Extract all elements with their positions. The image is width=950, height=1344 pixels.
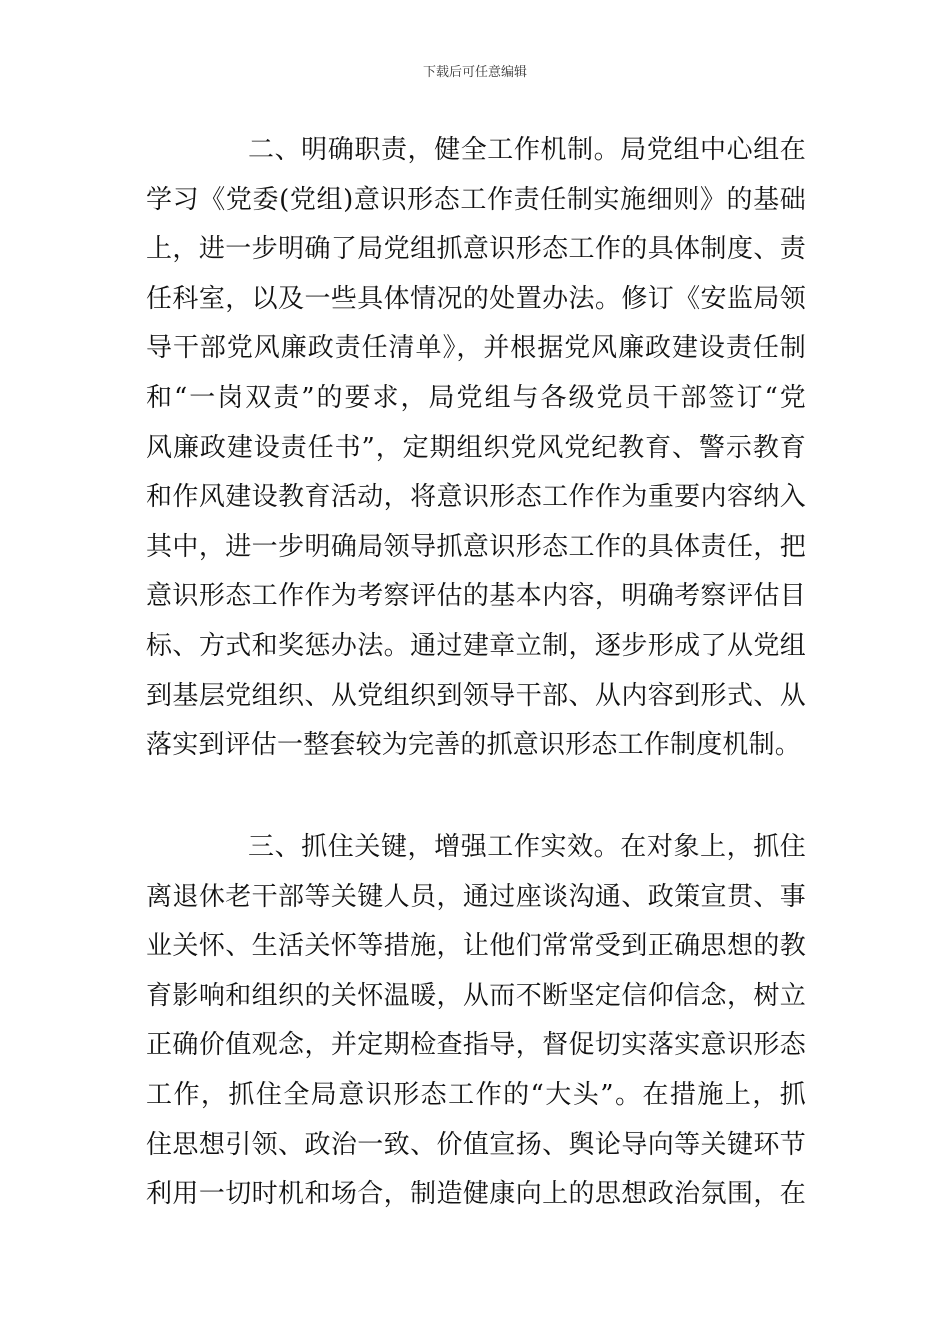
paragraph-line: 标、方式和奖惩办法。通过建章立制，逐步形成了从党组	[146, 630, 806, 661]
paragraph-line: 正确价值观念，并定期检查指导，督促切实落实意识形态	[146, 1030, 806, 1061]
paragraph-line: 导干部党风廉政责任清单》，并根据党风廉政建设责任制	[146, 333, 806, 364]
paragraph-line: 离退休老干部等关键人员，通过座谈沟通、政策宣贯、事	[146, 881, 806, 912]
paragraph-line: 业关怀、生活关怀等措施，让他们常常受到正确思想的教	[146, 931, 806, 962]
paragraph-line: 风廉政建设责任书”，定期组织党风党纪教育、警示教育	[146, 432, 806, 463]
paragraph-line: 任科室，以及一些具体情况的处置办法。修订《安监局领	[146, 283, 806, 314]
paragraph-line: 意识形态工作作为考察评估的基本内容，明确考察评估目	[146, 581, 806, 612]
paragraph-line: 和“一岗双责”的要求，局党组与各级党员干部签订“党	[146, 382, 806, 413]
page-header: 下载后可任意编辑	[422, 65, 527, 80]
paragraph-key-points	[146, 823, 806, 1220]
paragraph-line: 其中，进一步明确局领导抓意识形态工作的具体责任，把	[146, 531, 806, 562]
paragraph-line: 育影响和组织的关怀温暖，从而不断坚定信仰信念，树立	[146, 980, 806, 1011]
paragraph-line: 学习《党委(党组)意识形态工作责任制实施细则》的基础	[146, 184, 806, 215]
paragraph-line: 和作风建设教育活动，将意识形态工作作为重要内容纳入	[146, 482, 806, 513]
paragraph-line: 三、抓住关键，增强工作实效。在对象上，抓住	[248, 832, 806, 862]
paragraph-line: 住思想引领、政治一致、价值宣扬、舆论导向等关键环节	[146, 1129, 806, 1160]
paragraph-line: 利用一切时机和场合，制造健康向上的思想政治氛围，在	[146, 1179, 806, 1210]
paragraph-line: 到基层党组织、从党组织到领导干部、从内容到形式、从	[146, 680, 806, 711]
paragraph-line: 工作，抓住全局意识形态工作的“大头”。在措施上，抓	[146, 1079, 806, 1110]
paragraph-line: 落实到评估一整套较为完善的抓意识形态工作制度机制。	[146, 730, 802, 761]
paragraph-line: 二、明确职责，健全工作机制。局党组中心组在	[248, 135, 806, 165]
paragraph-responsibilities	[146, 126, 806, 771]
paragraph-line: 上，进一步明确了局党组抓意识形态工作的具体制度、责	[146, 234, 806, 265]
